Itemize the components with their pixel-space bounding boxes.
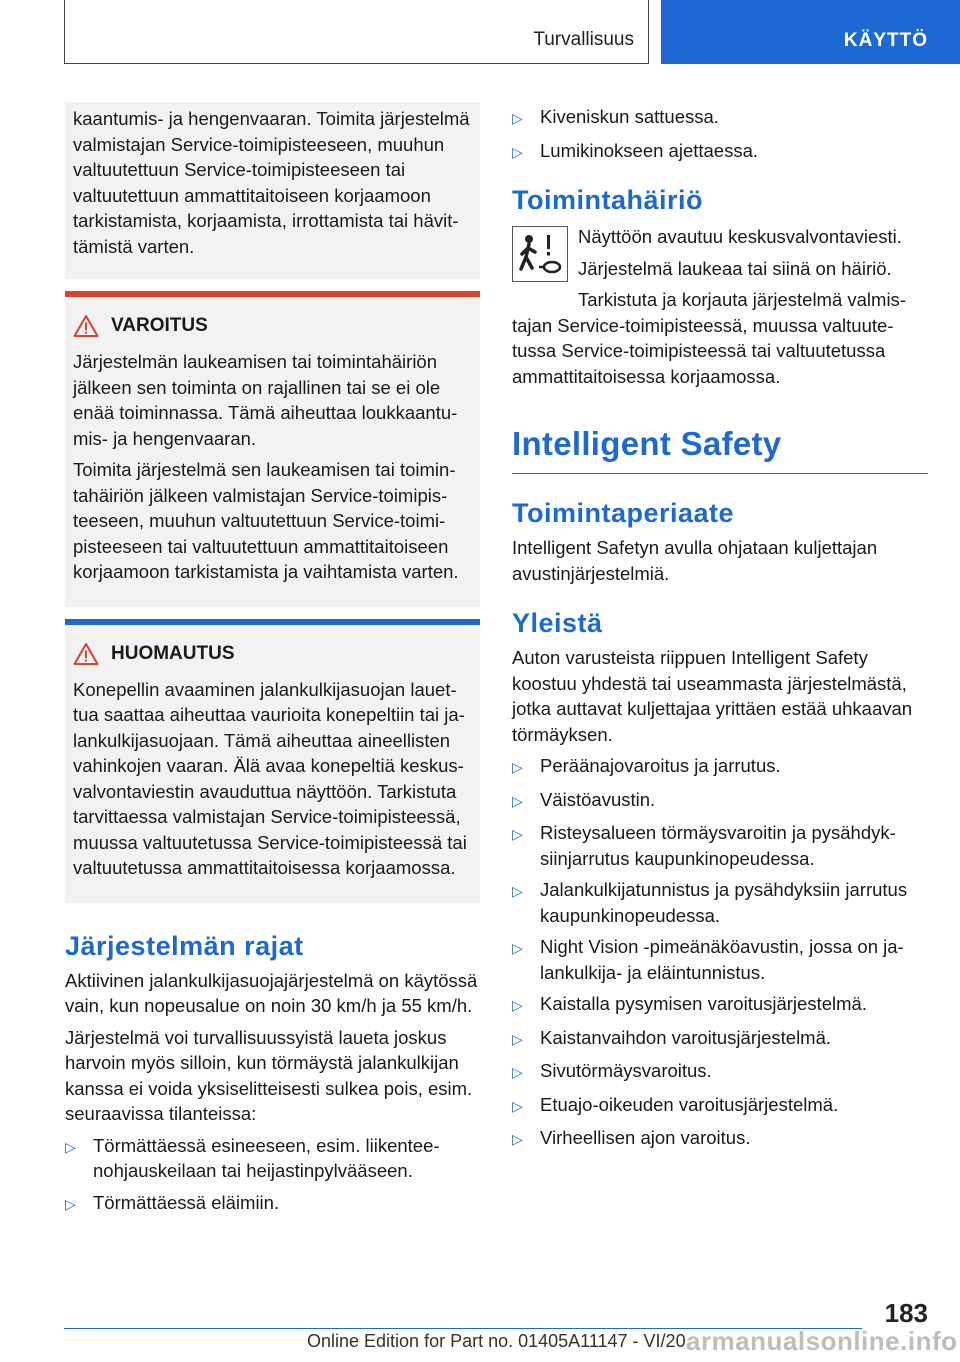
triangle-bullet-icon: ▷ bbox=[512, 1097, 523, 1114]
triangle-bullet-icon: ▷ bbox=[512, 792, 523, 809]
header-section bbox=[64, 0, 649, 64]
watermark: armanualsonline.info bbox=[686, 1326, 958, 1356]
triangle-bullet-icon: ▷ bbox=[512, 883, 523, 899]
triangle-bullet-icon: ▷ bbox=[512, 940, 523, 956]
principle-heading: Toimintaperiaate bbox=[512, 498, 735, 528]
fault-heading: Toimintahäiriö bbox=[512, 185, 704, 215]
triangle-bullet-icon: ▷ bbox=[65, 1195, 76, 1212]
limits-text-2: Järjestelmä voi turvallisuussyistä laueta joskus harvoin myös silloin, kun törmäystä jalankulkijan kanssa ei voida yksiselitteisesti sulkea pois, esim. seuraavissa tilanteissa: bbox=[65, 1026, 473, 1124]
list-item: ▷ Lumikinokseen ajettaessa. bbox=[512, 138, 928, 166]
fault-text-1: Näyttöön avautuu keskusvalvontaviesti. bbox=[578, 226, 902, 247]
safety-title: Intelligent Safety bbox=[512, 425, 928, 474]
warning-title bbox=[73, 311, 472, 341]
list-item: ▷ Jalankulkijatunnistus ja pysähdyksiin jarrutus kaupunkinopeudessa. bbox=[512, 877, 928, 928]
warning-box bbox=[65, 291, 480, 607]
fault-text-3: Tarkistuta ja korjauta järjestelmä valmistajan Service-toimipisteessä, muussa valtuutetussa Service-toimipisteessä tai valtuutetussa ammattitaitoisessa korjaamossa. bbox=[512, 289, 906, 387]
limits-list bbox=[65, 1133, 480, 1218]
list-item: ▷ Kiveniskun sattuessa. bbox=[512, 104, 928, 132]
general-text: Auton varusteista riippuen Intelligent Safety koostuu yhdestä tai useammasta järjestelmästä, jotka auttavat kuljettajaa yrittäen estää uhkaavan törmäyksen. bbox=[512, 647, 913, 745]
triangle-bullet-icon: ▷ bbox=[512, 1030, 523, 1047]
warning-title-text: VAROITUS bbox=[111, 315, 208, 336]
triangle-bullet-icon: ▷ bbox=[65, 1138, 76, 1155]
list-item: ▷ Night Vision -pimeänäköavustin, jossa on jalankulkija- ja eläintunnistus. bbox=[512, 934, 928, 985]
triangle-bullet-icon: ▷ bbox=[512, 759, 523, 775]
notice-box bbox=[65, 619, 480, 903]
limits-text-1: Aktiivinen jalankulkijasuojajärjestelmä on käytössä vain, kun nopeusalue on noin 30 km/h ja 55 km/h. bbox=[65, 969, 478, 1016]
continued-list bbox=[512, 104, 928, 165]
triangle-bullet-icon: ▷ bbox=[512, 1131, 523, 1147]
intro-text: kaantumis- ja hengenvaaran. Toimita järjestelmä valmistajan Service-toimipisteeseen, muuhun valtuutettuun Service-toimipisteeseen tai valtuutettuun ammattitaitoiseen korjaamoon tarkistamista, korjaamista, irrottamista tai hävittämistä varten. bbox=[73, 108, 470, 257]
pedestrian-warning-icon bbox=[512, 226, 568, 282]
fault-text-2: Järjestelmä laukeaa tai siinä on häiriö. bbox=[578, 257, 892, 279]
list-item: ▷ Väistöavustin. bbox=[512, 787, 928, 815]
triangle-bullet-icon: ▷ bbox=[512, 997, 523, 1013]
limits-heading: Järjestelmän rajat bbox=[65, 930, 304, 961]
general-heading: Yleistä bbox=[512, 608, 603, 638]
list-item: ▷ Kaistalla pysymisen varoitusjärjestelmä. bbox=[512, 991, 928, 1019]
list-item: ▷ Peräänajovaroitus ja jarrutus. bbox=[512, 753, 928, 781]
page-number: 183 bbox=[884, 1298, 928, 1328]
right-column bbox=[512, 102, 928, 1159]
left-column bbox=[65, 102, 480, 1223]
list-item: ▷ Kaistanvaihdon varoitusjärjestelmä. bbox=[512, 1025, 928, 1053]
triangle-bullet-icon: ▷ bbox=[512, 826, 523, 842]
notice-title bbox=[73, 639, 472, 669]
fault-message bbox=[512, 224, 928, 287]
triangle-bullet-icon: ▷ bbox=[512, 110, 523, 126]
section-title: Turvallisuus bbox=[533, 29, 634, 50]
edition-text: Online Edition for Part no. 01405A11147 - VI/20 bbox=[307, 1331, 686, 1351]
list-item: ▷ Virheellisen ajon varoitus. bbox=[512, 1125, 928, 1153]
list-item: ▷ Törmättäessä esineeseen, esim. liikenteenohjauskeilaan tai heijastinpylvääseen. bbox=[65, 1133, 480, 1184]
warning-triangle-icon bbox=[73, 314, 99, 338]
list-item: ▷ Sivutörmäysvaroitus. bbox=[512, 1058, 928, 1086]
intro-box bbox=[65, 102, 480, 279]
chapter-tab[interactable] bbox=[661, 0, 960, 64]
triangle-bullet-icon: ▷ bbox=[512, 1064, 523, 1080]
chapter-tab-label: KÄYTTÖ bbox=[843, 30, 928, 51]
warning-triangle-icon bbox=[73, 642, 99, 666]
list-item: ▷ Törmättäessä eläimiin. bbox=[65, 1190, 480, 1218]
list-item: ▷ Etuajo-oikeuden varoitusjärjestelmä. bbox=[512, 1092, 928, 1120]
warning-text-1: Järjestelmän laukeamisen tai toimintahäiriön jälkeen sen toiminta on rajallinen tai se ei ole enää toiminnassa. Tämä aiheuttaa loukkaantumis- ja hengenvaaran. bbox=[73, 351, 458, 449]
notice-text: Konepellin avaaminen jalankulkijasuojan lauettua saattaa aiheuttaa vaurioita konepeltiin tai jalankulkijasuojaan. Tämä aiheuttaa aineellisten vahinkojen vaaran. Älä avaa konepeltiä keskusvalvontaviestin avauduttua näyttöön. Tarkistuta tarvittaessa valmistajan Service-toimipisteessä, muussa valtuutetussa Service-toimipisteessä tai valtuutetussa ammattitaitoisessa korjaamossa. bbox=[73, 678, 467, 878]
warning-text-2: Toimita järjestelmä sen laukeamisen tai toimintahäiriön jälkeen valmistajan Service-toimipisteeseen, muuhun valtuutettuun Service-toimipisteeseen tai valtuutettuun ammattitaitoiseen korjaamoon tarkistamista ja vaihtamista varten. bbox=[73, 459, 459, 582]
safety-systems-list bbox=[512, 753, 928, 1153]
notice-title-text: HUOMAUTUS bbox=[111, 642, 235, 664]
list-item: ▷ Risteysalueen törmäysvaroitin ja pysähdyksiinjarrutus kaupunkinopeudessa. bbox=[512, 820, 928, 871]
principle-text: Intelligent Safetyn avulla ohjataan kuljettajan avustinjärjestelmiä. bbox=[512, 537, 878, 584]
triangle-bullet-icon: ▷ bbox=[512, 143, 523, 160]
